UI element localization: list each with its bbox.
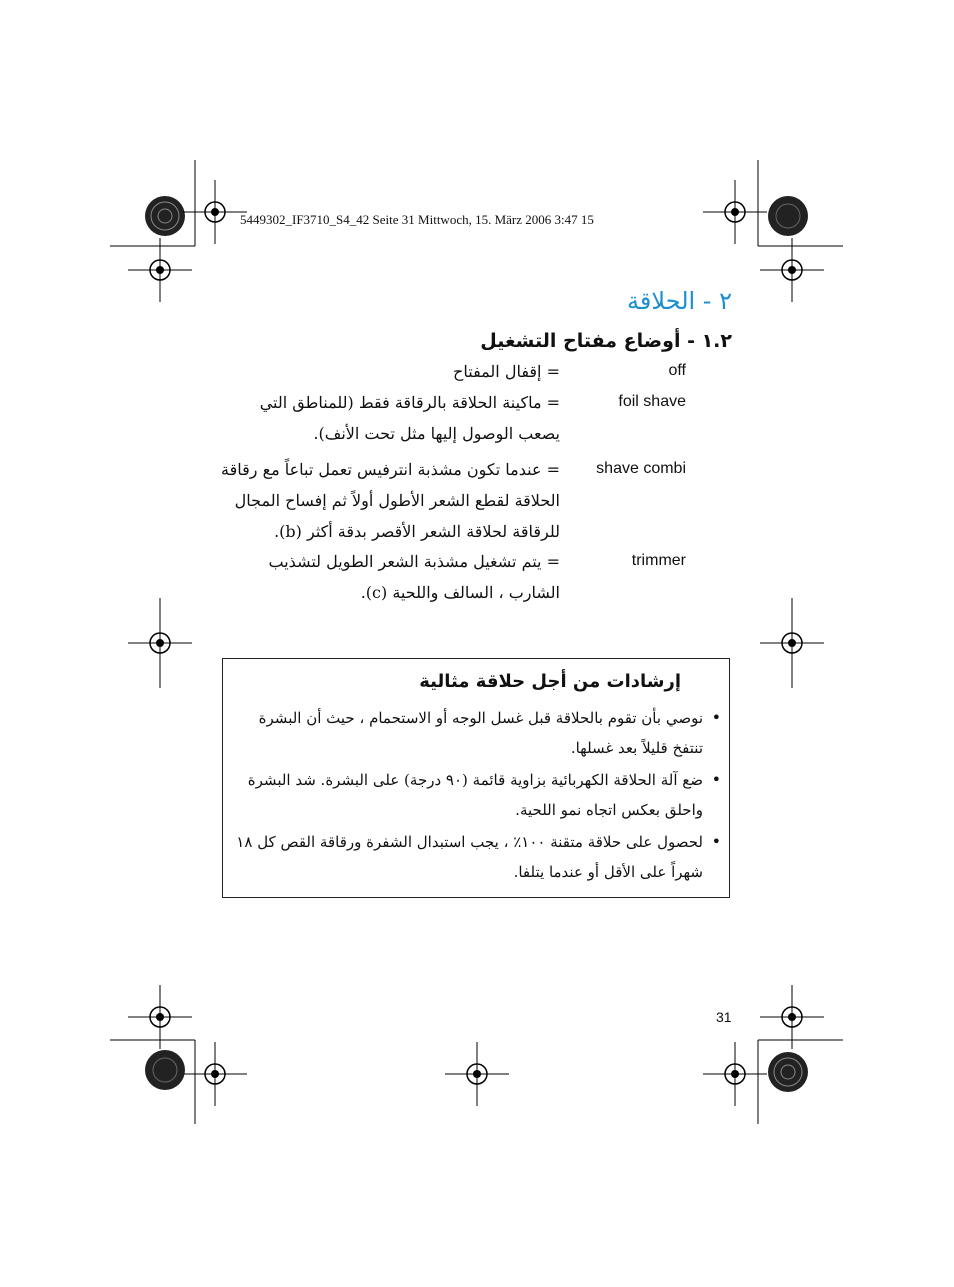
- tip-item: [231, 765, 721, 825]
- mode-term: off: [668, 362, 686, 379]
- mode-term: shave combi: [596, 460, 686, 477]
- dot-top-right: [768, 196, 808, 236]
- mode-description: = يتم تشغيل مشذبة الشعر الطويل لتشذيب الشارب ، السالف واللحية (c).: [268, 552, 560, 602]
- page-number: 31: [716, 1009, 732, 1025]
- bullet-icon: •: [711, 770, 721, 789]
- tips-title: إرشادات من أجل حلاقة مثالية: [419, 671, 681, 692]
- mode-term: foil shave: [618, 393, 686, 410]
- tip-item: [231, 703, 721, 763]
- print-header-line: 5449302_IF3710_S4_42 Seite 31 Mittwoch, 15. März 2006 3:47 15: [240, 212, 594, 227]
- mode-term: trimmer: [631, 552, 686, 569]
- tip-text: نوصي بأن تقوم بالحلاقة قبل غسل الوجه أو الاستحمام ، حيث أن البشرة تنتفخ قليلاً بعد غسلها.: [258, 709, 703, 757]
- mode-description: = ماكينة الحلاقة بالرقاقة فقط (للمناطق التي يصعب الوصول إليها مثل تحت الأنف).: [259, 393, 560, 443]
- section-title: ٢ - الحلاقة: [627, 287, 732, 315]
- mode-description: = عندما تكون مشذبة انترفيس تعمل تباعاً مع رقاقة الحلاقة لقطع الشعر الأطول أولاً ثم إفساح المجال للرقاقة لحلاقة الشعر الأقصر بدقة أكثر (b).: [221, 460, 560, 541]
- tip-text: لحصول على حلاقة متقنة ١٠٠٪ ، يجب استبدال الشفرة ورقاقة القص كل ١٨ شهراً على الأقل أو عندما يتلفا.: [236, 833, 703, 881]
- bullet-icon: •: [711, 708, 721, 727]
- subsection-title: ١.٢ - أوضاع مفتاح التشغيل: [480, 330, 732, 352]
- bullet-icon: •: [711, 832, 721, 851]
- tip-item: [231, 827, 721, 887]
- tip-text: ضع آلة الحلاقة الكهربائية بزاوية قائمة (٩٠ درجة) على البشرة. شد البشرة واحلق بعكس اتجاه نمو اللحية.: [247, 771, 703, 819]
- tips-box: [222, 658, 730, 898]
- mode-description: = إقفال المفتاح: [453, 362, 560, 381]
- dot-bottom-left: [145, 1050, 185, 1090]
